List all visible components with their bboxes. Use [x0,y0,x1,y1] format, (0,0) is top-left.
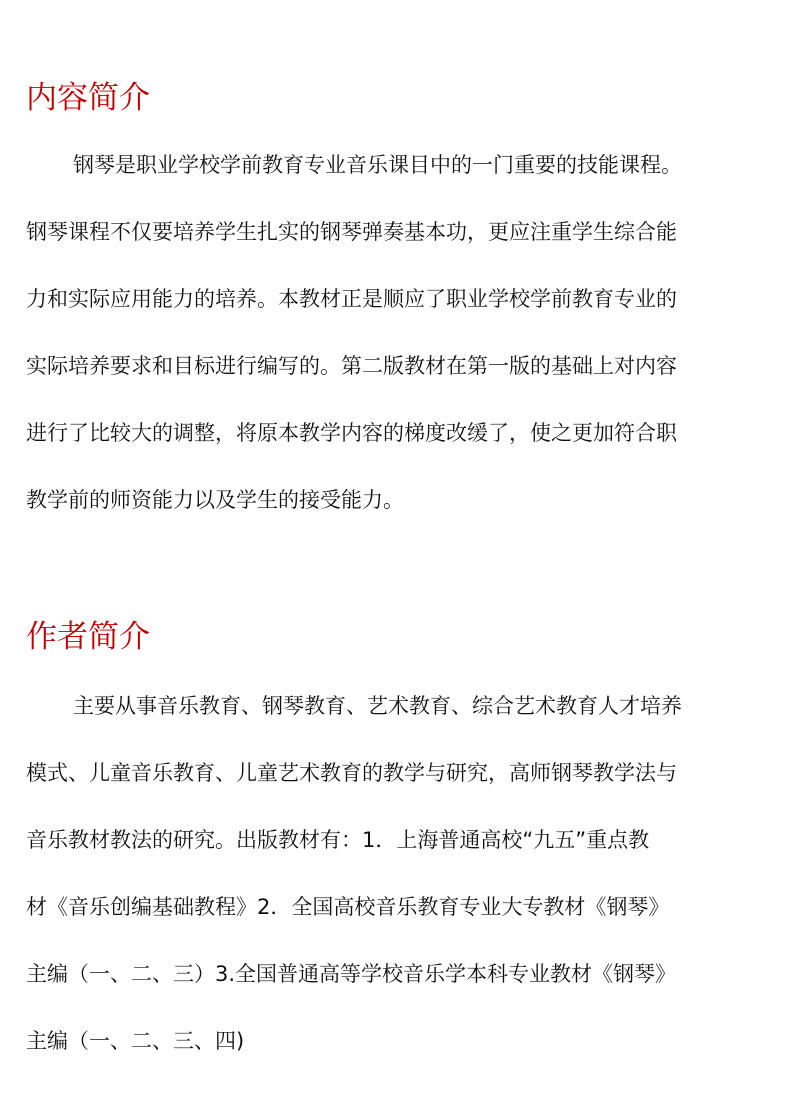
author-line-2: 模式、儿童音乐教育、儿童艺术教育的教学与研究，高师钢琴教学法与 [26,761,677,785]
author-line-3: 音乐教材教法的研究。出版教材有：1．上海普通高校“九五”重点教 [26,828,650,852]
intro-line-4: 实际培养要求和目标进行编写的。第二版教材在第一版的基础上对内容 [26,354,677,378]
author-heading: 作者简介 [26,619,150,655]
intro-line-1: 钢琴是职业学校学前教育专业音乐课目中的一门重要的技能课程。 [73,153,682,177]
intro-line-3: 力和实际应用能力的培养。本教材正是顺应了职业学校学前教育专业的 [26,287,677,311]
author-line-5: 主编（一、二、三）3.全国普通高等学校音乐学本科专业教材《钢琴》 [26,962,677,986]
author-line-4: 材《音乐创编基础教程》2．全国高校音乐教育专业大专教材《钢琴》 [26,895,670,919]
author-line-6: 主编（一、二、三、四) [26,1029,245,1053]
author-line-1: 主要从事音乐教育、钢琴教育、艺术教育、综合艺术教育人才培养 [73,694,682,718]
intro-line-6: 教学前的师资能力以及学生的接受能力。 [26,488,404,512]
intro-line-5: 进行了比较大的调整，将原本教学内容的梯度改缓了，使之更加符合职 [26,421,677,445]
intro-heading: 内容简介 [26,80,150,116]
intro-line-2: 钢琴课程不仅要培养学生扎实的钢琴弹奏基本功，更应注重学生综合能 [26,220,677,244]
